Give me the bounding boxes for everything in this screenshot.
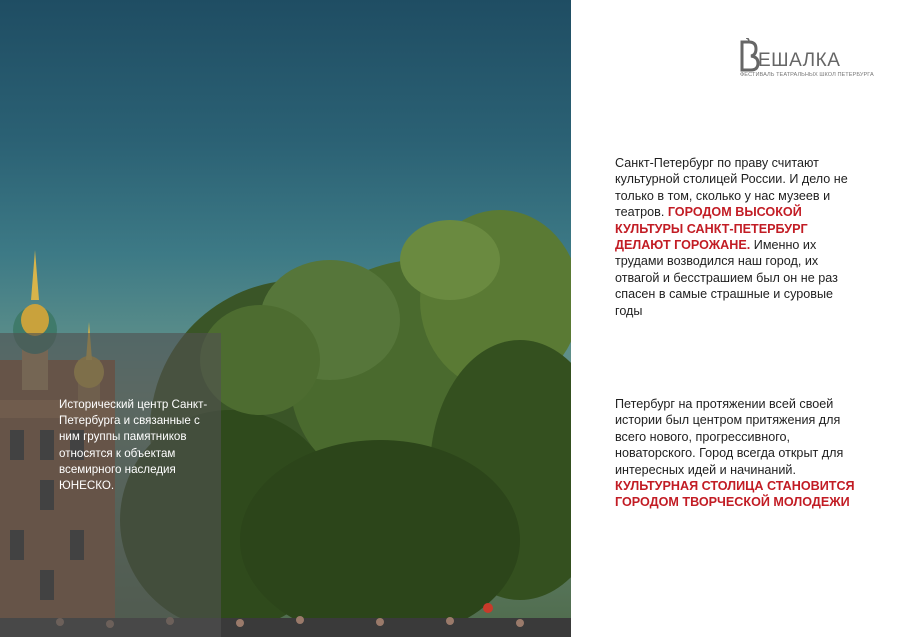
text-block-youth xyxy=(615,396,855,511)
block1-intro: Санкт-Петербург по праву считают культурной столицей России. И дело не только в том, сколько у нас музеев и театров. xyxy=(615,156,848,220)
logo-wordmark: ЕШАЛКА xyxy=(758,50,841,71)
text-block-culture xyxy=(615,155,855,319)
block2-highlight: КУЛЬТУРНАЯ СТОЛИЦА СТАНОВИТСЯ ГОРОДОМ ТВОРЧЕСКОЙ МОЛОДЕЖИ xyxy=(615,479,855,510)
block1-outro: Именно их трудами возводился наш город, их отвагой и бесстрашием был он не раз спасен в самые страшные и суровые годы xyxy=(615,238,838,318)
logo-subtitle: ФЕСТИВАЛЬ ТЕАТРАЛЬНЫХ ШКОЛ ПЕТЕРБУРГА xyxy=(740,72,874,78)
hanger-v-icon xyxy=(738,38,760,72)
block2-intro: Петербург на протяжении всей своей истории был центром притяжения для всего нового, прогрессивного, новаторского. Город всегда открыт для интересных идей и начинаний. xyxy=(615,397,844,477)
photo-caption: Исторический центр Санкт-Петербурга и связанные с ним группы памятников относятся к объектам всемирного наследия ЮНЕСКО. xyxy=(59,398,208,493)
festival-logo xyxy=(738,38,874,82)
block1-highlight: ГОРОДОМ ВЫСОКОЙ КУЛЬТУРЫ САНКТ-ПЕТЕРБУРГ ДЕЛАЮТ ГОРОЖАНЕ. xyxy=(615,205,808,253)
